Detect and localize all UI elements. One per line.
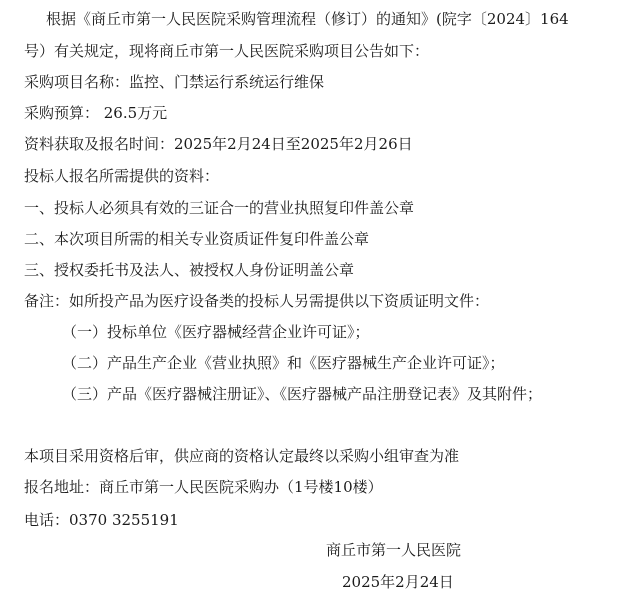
material-item: 二、本次项目所需的相关专业资质证件复印件盖公章	[24, 230, 370, 248]
registration-time: 资料获取及报名时间：2025年2月24日至2025年2月26日	[24, 135, 413, 153]
materials-heading: 投标人报名所需提供的资料：	[24, 167, 220, 185]
remark-item: （二）产品生产企业《营业执照》和《医疗器械生产企业许可证》；	[62, 354, 505, 372]
signature-date: 2025年2月24日	[342, 573, 454, 591]
remark-item: （一）投标单位《医疗器械经营企业许可证》；	[62, 323, 370, 341]
material-item: 三、授权委托书及法人、被授权人身份证明盖公章	[24, 261, 355, 279]
intro-line-1: 根据《商丘市第一人民医院采购管理流程（修订）的通知》(院字〔2024〕164	[46, 10, 569, 28]
registration-address: 报名地址：商丘市第一人民医院采购办（1号楼10楼）	[24, 478, 383, 496]
budget: 采购预算： 26.5万元	[24, 104, 168, 122]
project-name: 采购项目名称：监控、门禁运行系统运行维保	[24, 73, 325, 91]
remark-item: （三）产品《医疗器械注册证》、《医疗器械产品注册登记表》及其附件；	[62, 385, 543, 403]
phone: 电话：0370 3255191	[24, 511, 179, 529]
remark: 备注：如所投产品为医疗设备类的投标人另需提供以下资质证明文件：	[24, 292, 490, 310]
material-item: 一、投标人必须具有效的三证合一的营业执照复印件盖公章	[24, 199, 415, 217]
intro-line-2: 号）有关规定，现将商丘市第一人民医院采购项目公告如下：	[24, 42, 430, 60]
signature-org: 商丘市第一人民医院	[326, 541, 462, 559]
review-note: 本项目采用资格后审，供应商的资格认定最终以采购小组审查为准	[24, 447, 460, 465]
